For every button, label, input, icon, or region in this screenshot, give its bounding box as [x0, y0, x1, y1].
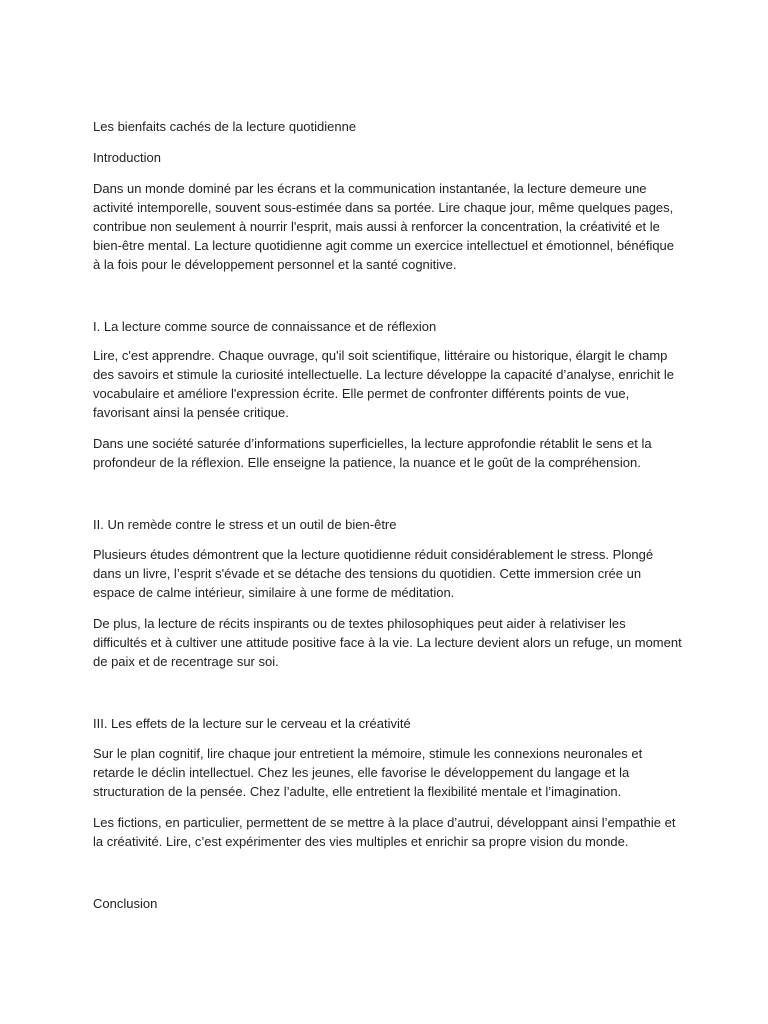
- section-1-heading: I. La lecture comme source de connaissance et de réflexion: [93, 319, 437, 334]
- section-3-heading: III. Les effets de la lecture sur le cerveau et la créativité: [93, 716, 411, 731]
- section-2-paragraph-1: Plusieurs études démontrent que la lecture quotidienne réduit considérablement le stress. Plongé dans un livre, l’esprit s'évade et se détache des tensions du quotidien. Cette immersion crée un espace de calme intérieur, similaire à une forme de méditation.: [93, 547, 654, 600]
- document-title: Les bienfaits cachés de la lecture quotidienne: [93, 119, 357, 134]
- section-3-paragraph-1: Sur le plan cognitif, lire chaque jour entretient la mémoire, stimule les connexions neuronales et retarde le déclin intellectuel. Chez les jeunes, elle favorise le développement du langage et la structuration de la pensée. Chez l’adulte, elle entretient la flexibilité mentale et l’imagination.: [93, 746, 643, 799]
- introduction-heading: Introduction: [93, 150, 161, 165]
- section-3-paragraph-2: Les fictions, en particulier, permettent de se mettre à la place d’autrui, développant ainsi l’empathie et la créativité. Lire, c’est expérimenter des vies multiples et enrichir sa propre vision du monde.: [93, 815, 676, 849]
- section-1-paragraph-2: Dans une société saturée d’informations superficielles, la lecture approfondie rétablit le sens et la profondeur de la réflexion. Elle enseigne la patience, la nuance et le goût de la compréhension.: [93, 436, 652, 470]
- section-1-paragraph-1: Lire, c'est apprendre. Chaque ouvrage, qu'il soit scientifique, littéraire ou historique, élargit le champ des savoirs et stimule la curiosité intellectuelle. La lecture développe la capacité d’analyse, enrichit le vocabulaire et améliore l'expression écrite. Elle permet de confronter différents points de vue, favorisant ainsi la pensée critique.: [93, 348, 674, 420]
- conclusion-heading: Conclusion: [93, 896, 158, 911]
- introduction-paragraph: Dans un monde dominé par les écrans et la communication instantanée, la lecture demeure une activité intemporelle, souvent sous-estimée dans sa portée. Lire chaque jour, même quelques pages, contribue non seulement à nourrir l'esprit, mais aussi à renforcer la concentration, la créativité et le bien-être mental. La lecture quotidienne agit comme un exercice intellectuel et émotionnel, bénéfique à la fois pour le développement personnel et la santé cognitive.: [93, 181, 675, 272]
- section-2-paragraph-2: De plus, la lecture de récits inspirants ou de textes philosophiques peut aider à relativiser les difficultés et à cultiver une attitude positive face à la vie. La lecture devient alors un refuge, un moment de paix et de recentrage sur soi.: [93, 616, 682, 669]
- section-2-heading: II. Un remède contre le stress et un outil de bien-être: [93, 517, 397, 532]
